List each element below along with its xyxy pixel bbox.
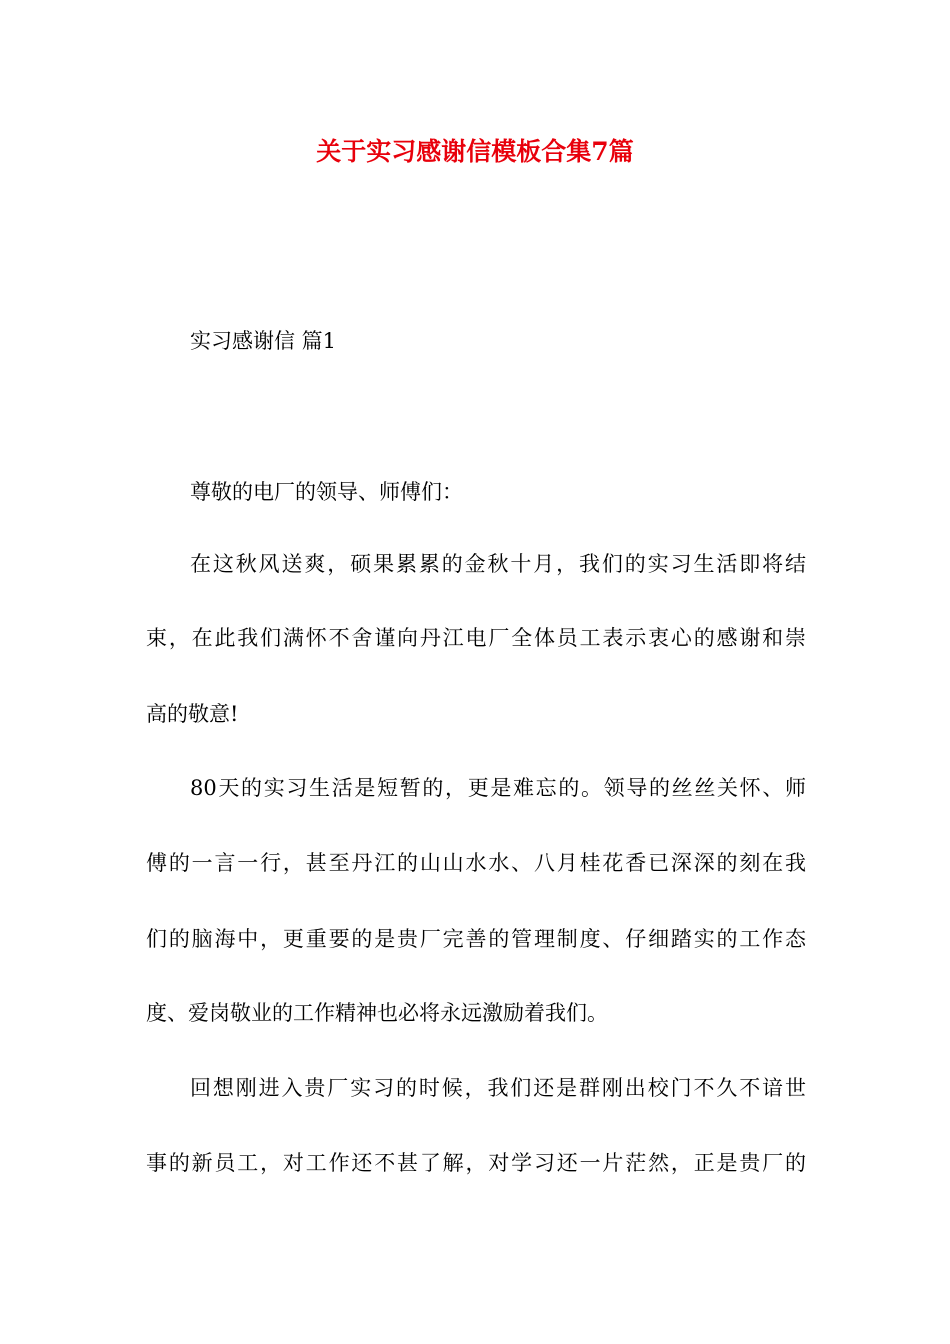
paragraph-line: 束，在此我们满怀不舍谨向丹江电厂全体员工表示衷心的感谢和崇	[146, 626, 806, 650]
paragraph-line: 高的敬意!	[146, 702, 239, 726]
paragraph-line: 在这秋风送爽，硕果累累的金秋十月，我们的实习生活即将结	[190, 552, 806, 576]
paragraph-line: 傅的一言一行，甚至丹江的山山水水、八月桂花香已深深的刻在我	[146, 851, 806, 875]
paragraph-line: 80天的实习生活是短暂的，更是难忘的。领导的丝丝关怀、师	[190, 776, 806, 800]
paragraph-line: 回想刚进入贵厂实习的时候，我们还是群刚出校门不久不谙世	[190, 1076, 806, 1100]
document-title: 关于实习感谢信模板合集7篇	[316, 137, 634, 166]
section-heading: 实习感谢信 篇1	[190, 329, 337, 353]
paragraph-line: 们的脑海中，更重要的是贵厂完善的管理制度、仔细踏实的工作态	[146, 927, 806, 951]
paragraph-line: 度、爱岗敬业的工作精神也必将永远激励着我们。	[146, 1001, 608, 1025]
salutation: 尊敬的电厂的领导、师傅们：	[190, 480, 463, 504]
paragraph-line: 事的新员工，对工作还不甚了解，对学习还一片茫然，正是贵厂的	[146, 1151, 806, 1175]
